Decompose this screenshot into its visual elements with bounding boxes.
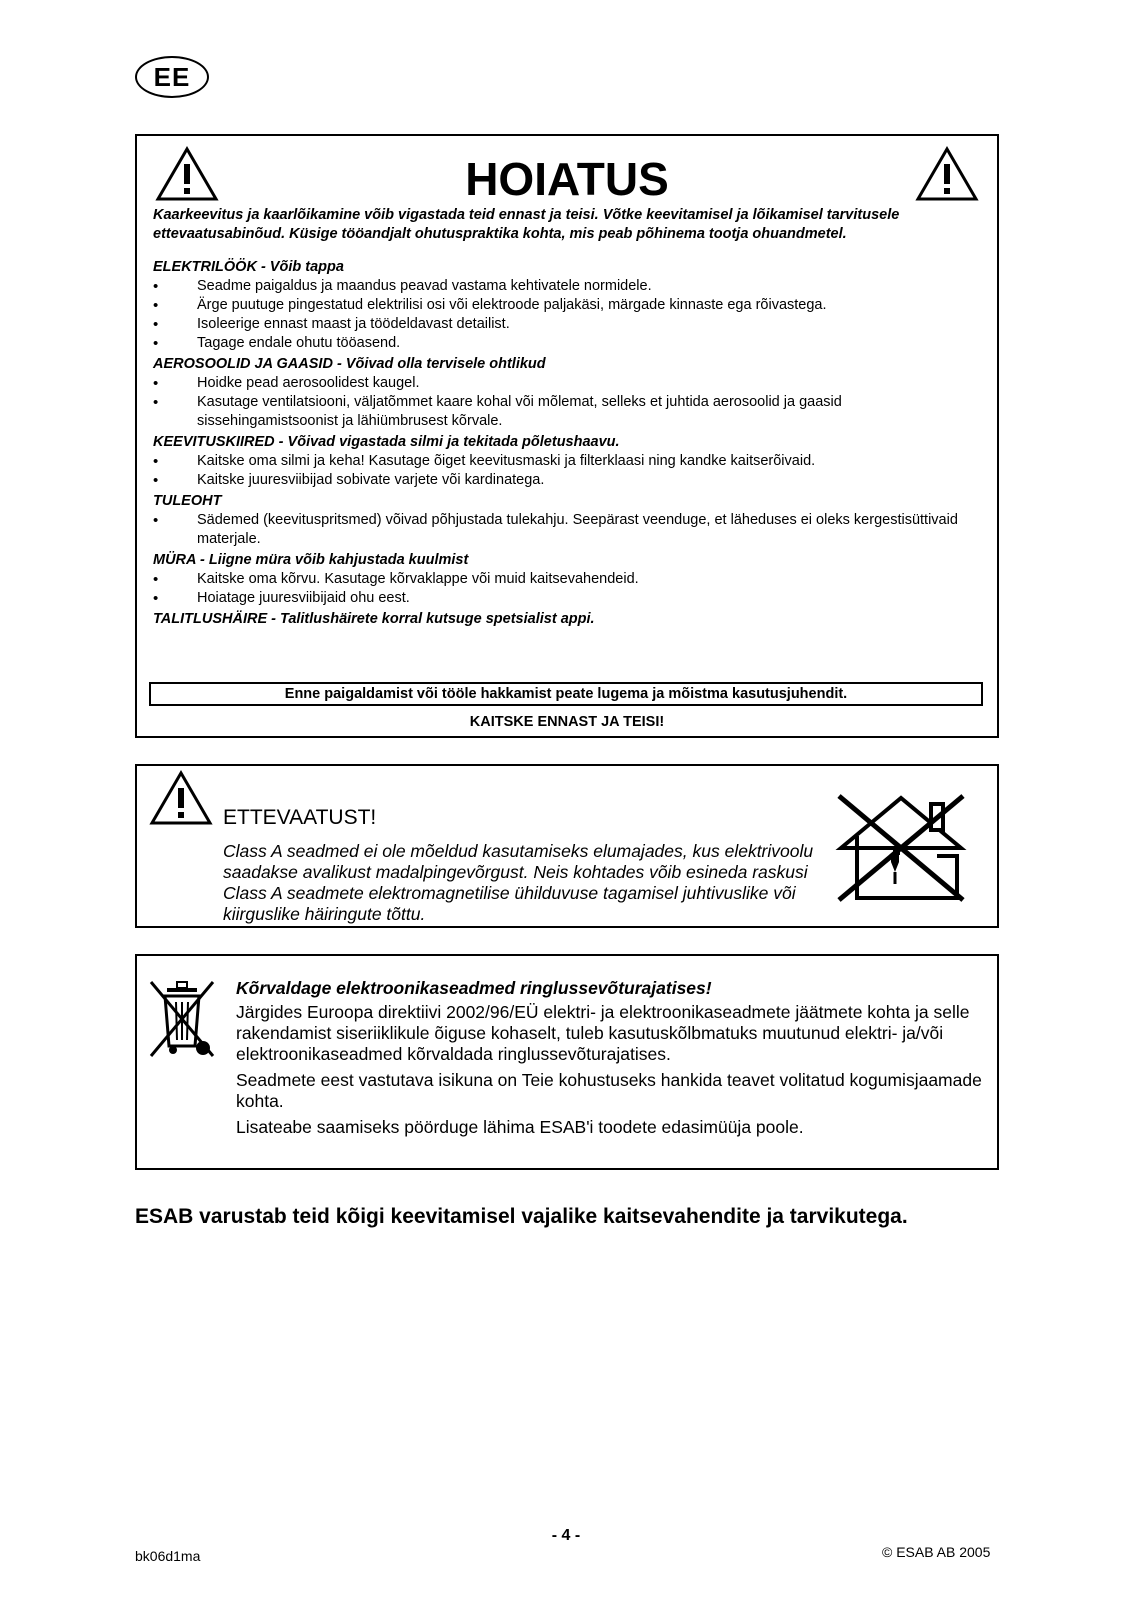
weee-box bbox=[135, 954, 999, 1170]
section-heading-malfunction: TALITLUSHÄIRE - Talitlushäirete korral kutsuge spetsialist appi. bbox=[153, 611, 595, 627]
caution-box bbox=[135, 764, 999, 928]
list-item: • Kasutage ventilatsiooni, väljatõmmet kaare kohal või mõlemat, selleks et juhtida aerosoolid ja gaasid sissehingamistsoonist ja lähiümbrusest kõrvale. bbox=[153, 393, 981, 431]
language-badge-label: EE bbox=[153, 61, 191, 92]
warning-triangle-icon bbox=[149, 770, 213, 826]
section-list-electric bbox=[153, 277, 981, 353]
section-list-noise bbox=[153, 570, 981, 608]
section-heading-fumes: AEROSOOLID JA GAASID - Võivad olla tervisele ohtlikud bbox=[153, 356, 546, 372]
language-badge bbox=[135, 56, 209, 98]
caution-title: ETTEVAATUST! bbox=[223, 806, 377, 829]
section-list-fumes bbox=[153, 374, 981, 431]
list-item: • Hoiatage juuresviibijaid ohu eest. bbox=[153, 589, 981, 608]
warning-title: HOIATUS bbox=[465, 153, 669, 205]
section-heading-noise: MÜRA - Liigne müra võib kahjustada kuulmist bbox=[153, 552, 469, 568]
warning-box bbox=[135, 134, 999, 738]
list-item: • Isoleerige ennast maast ja töödeldavast detailist. bbox=[153, 315, 981, 334]
copyright: © ESAB AB 2005 bbox=[882, 1544, 991, 1560]
page-number: - 4 - bbox=[551, 1527, 581, 1544]
list-item: • Kaitske juuresviibijad sobivate varjete või kardinatega. bbox=[153, 471, 981, 490]
section-list-fire bbox=[153, 511, 981, 549]
list-item: • Seadme paigaldus ja maandus peavad vastama kehtivatele normidele. bbox=[153, 277, 981, 296]
weee-paragraph: Järgides Euroopa direktiivi 2002/96/EÜ elektri- ja elektroonikaseadmete jäätmete kohta ja selle rakendamist siseriiklikule õiguse kohaselt, tuleb kasutuskõlbmatuks muutunud elektri- ja/või elektroonikaseadmed kõrvaldada ringlussevõturajatises. bbox=[236, 1002, 970, 1064]
list-item: • Sädemed (keevituspritsmed) võivad põhjustada tulekahju. Seepärast veenduge, et läheduses ei oleks kergestisüttivaid materjale. bbox=[153, 511, 981, 549]
weee-body bbox=[236, 1002, 991, 1143]
weee-paragraph: Lisateabe saamiseks pöörduge lähima ESAB'i toodete edasimüüja poole. bbox=[236, 1117, 804, 1137]
section-heading-arc-rays: KEEVITUSKIIRED - Võivad vigastada silmi ja tekitada põletushaavu. bbox=[153, 434, 620, 450]
section-list-arc-rays bbox=[153, 452, 981, 490]
document-id: bk06d1ma bbox=[135, 1548, 201, 1564]
list-item: • Kaitske oma kõrvu. Kasutage kõrvaklappe või muid kaitsevahendeid. bbox=[153, 570, 981, 589]
caution-text: Class A seadmed ei ole mõeldud kasutamiseks elumajades, kus elektrivoolu saadakse avalikust madalpingevõrgust. Neis kohtades võib esineda raskusi Class A seadmete elektromagnetilise ühilduvuse tagamisel juhtivuslike või kiirguslike häiringute tõttu. bbox=[223, 841, 814, 924]
protect-notice: KAITSKE ENNAST JA TEISI! bbox=[469, 714, 665, 730]
esab-statement: ESAB varustab teid kõigi keevitamisel vajalike kaitsevahendite ja tarvikutega. bbox=[135, 1205, 908, 1228]
list-item: • Tagage endale ohutu tööasend. bbox=[153, 334, 981, 353]
warning-intro: Kaarkeevitus ja kaarlõikamine võib vigastada teid ennast ja teisi. Võtke keevitamisel ja lõikamisel tarvitusele ettevaatusabinõud. Küsige tööandjalt ohutuspraktika kohta, mis peab põhinema tootja ohuandmetel. bbox=[153, 207, 900, 242]
list-item: • Kaitske oma silmi ja keha! Kasutage õiget keevitusmaski ja filterklaasi ning kandke kaitserõivaid. bbox=[153, 452, 981, 471]
warning-content bbox=[153, 206, 981, 629]
crossed-bin-icon bbox=[147, 978, 217, 1060]
list-item: • Hoidke pead aerosoolidest kaugel. bbox=[153, 374, 981, 393]
read-manual-note: Enne paigaldamist või tööle hakkamist peate lugema ja mõistma kasutusjuhendit. bbox=[149, 682, 983, 706]
section-heading-fire: TULEOHT bbox=[153, 493, 222, 509]
section-heading-electric: ELEKTRILÖÖK - Võib tappa bbox=[153, 259, 344, 275]
list-item: • Ärge puutuge pingestatud elektrilisi osi või elektroode paljakäsi, märgade kinnaste ega rõivastega. bbox=[153, 296, 981, 315]
weee-title: Kõrvaldage elektroonikaseadmed ringlussevõturajatises! bbox=[236, 978, 712, 998]
weee-paragraph: Seadmete eest vastutava isikuna on Teie kohustuseks hankida teavet volitatud kogumisjaamade kohta. bbox=[236, 1070, 982, 1111]
no-household-use-icon bbox=[835, 792, 967, 904]
